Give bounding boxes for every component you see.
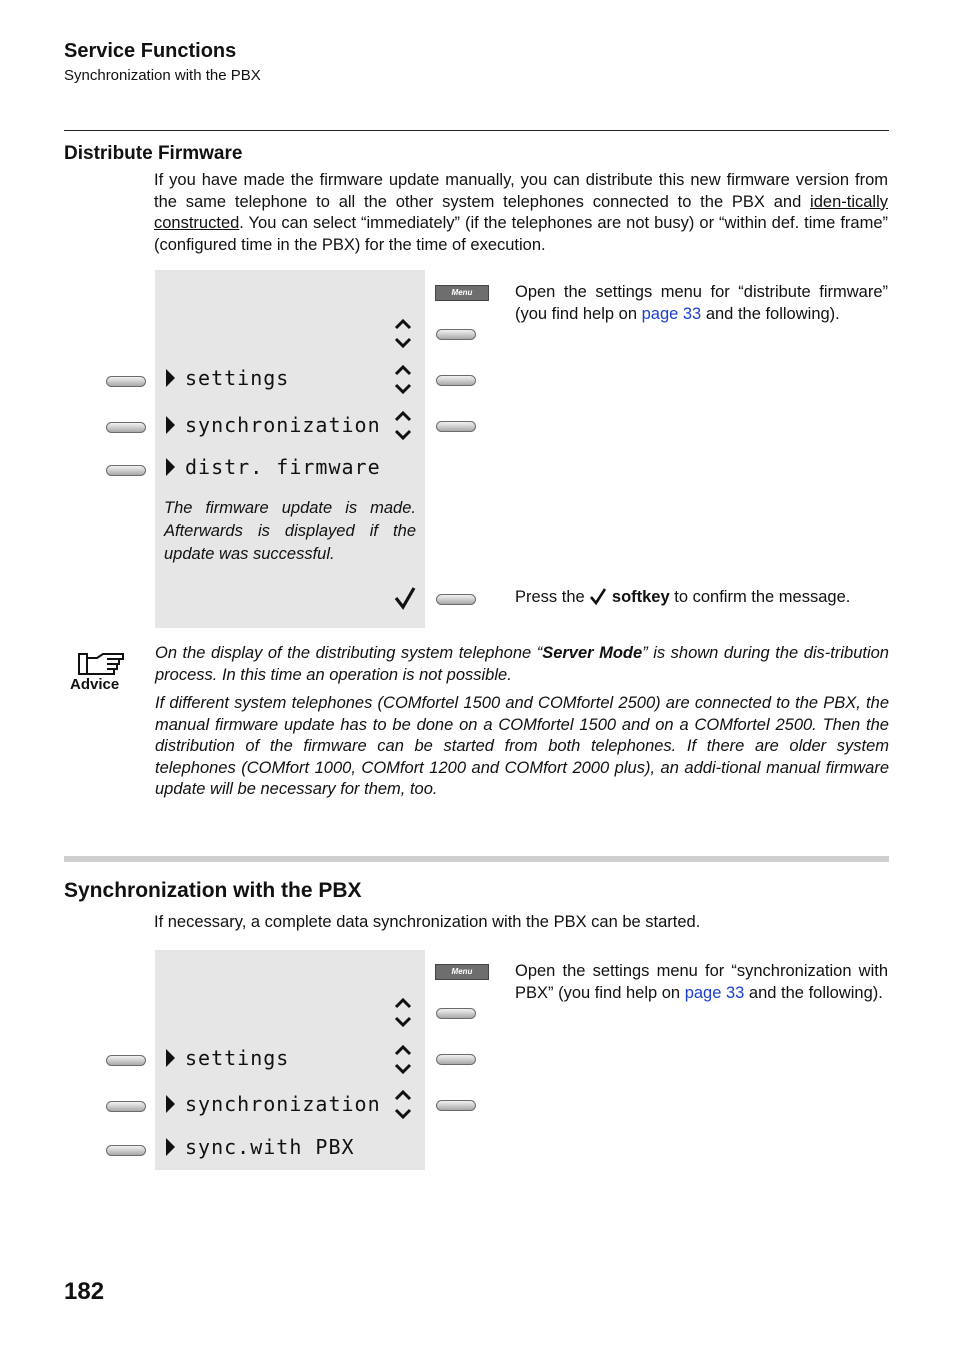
left-softkey[interactable] [106,465,146,476]
step-open-distribute-menu [515,282,888,325]
right-softkey[interactable] [436,421,476,432]
scroll-arrows-icon [392,995,414,1031]
step-confirm [515,587,888,609]
advice-p1-b: ” is shown during the dis-tribution process. In this time an operation is not possible. [155,644,889,684]
page-number: 182 [64,1278,105,1305]
menu-line-text: distr. firmware [185,455,381,479]
confirm-text-a: Press the [515,588,590,606]
left-softkey[interactable] [106,422,146,433]
confirm-softkey-label: softkey [611,588,670,606]
step1-text-a: Open the settings menu for “synchronization with PBX” (you find help on [515,962,888,1002]
menu-line-text: synchronization [185,1092,381,1116]
section-heading-distribute-firmware: Distribute Firmware [64,143,243,164]
advice-p1-a: On the display of the distributing system telephone “ [155,644,543,662]
cursor-arrow-icon [166,369,175,387]
right-softkey[interactable] [436,1054,476,1065]
cursor-arrow-icon [166,1049,175,1067]
confirm-text-b: to confirm the message. [669,588,851,606]
panel-note: The firmware update is made. Afterwards is displayed if the update was successful. [164,499,416,563]
menu-line-text: settings [185,366,290,390]
advice-server-mode: Server Mode [542,644,643,662]
menu-line-sync-with-pbx [166,1133,355,1161]
right-softkey[interactable] [436,375,476,386]
menu-line-text: synchronization [185,413,381,437]
cursor-arrow-icon [166,1138,175,1156]
header-rule [64,130,889,131]
step1-text-b: and the following). [701,304,840,323]
menu-key[interactable]: Menu [435,964,489,980]
left-softkey[interactable] [106,1145,146,1156]
cursor-arrow-icon [166,458,175,476]
intro-underlined: iden-tically constructed [154,192,888,232]
step-open-sync-menu [515,961,888,1004]
left-softkey[interactable] [106,376,146,387]
running-header-subtitle: Synchronization with the PBX [64,67,261,84]
menu-line-synchronization [166,1090,381,1118]
section1-intro [154,170,888,256]
advice-label: Advice [70,676,120,693]
advice-paragraph-1 [155,643,889,686]
right-softkey[interactable] [436,1100,476,1111]
scroll-arrows-icon [392,362,414,398]
page-link[interactable]: page 33 [684,983,745,1002]
scroll-arrows-icon [392,316,414,352]
scroll-arrows-icon [392,1042,414,1078]
checkmark-icon [393,585,417,611]
confirm-softkey[interactable] [436,594,476,605]
menu-line-settings [166,1044,289,1072]
intro-text-b: . You can select “immediately” (if the telephones are not busy) or “within def. time frame” (configured time in the PBX) for the time of execution. [154,214,888,254]
menu-line-settings [166,364,289,392]
scroll-arrows-icon [392,408,414,444]
running-header-title: Service Functions [64,40,237,62]
menu-line-text: settings [185,1046,290,1070]
cursor-arrow-icon [166,1095,175,1113]
menu-line-text: sync.with PBX [185,1135,355,1159]
section-heading-synchronization: Synchronization with the PBX [64,879,362,902]
cursor-arrow-icon [166,416,175,434]
left-softkey[interactable] [106,1101,146,1112]
section-separator [64,856,889,862]
checkmark-icon [589,587,607,606]
display-panel-1 [155,270,425,628]
page-link[interactable]: page 33 [641,304,702,323]
scroll-arrows-icon [392,1087,414,1123]
pointing-hand-icon [76,649,128,679]
right-softkey[interactable] [436,329,476,340]
advice-paragraph-2: If different system telephones (COMfortel 1500 and COMfortel 2500) are connected to the PBX, the manual firmware update has to be done on a COMfortel 1500 and on a COMfortel 2500. Then the distribution of the firmware can be started from both telephones. If there are older system telephones (COMfort 1000, COMfort 1200 and COMfort 2000 plus), an addi-tional manual firmware update will be necessary for them, too. [155,694,889,798]
section2-intro: If necessary, a complete data synchronization with the PBX can be started. [154,913,701,931]
left-softkey[interactable] [106,1055,146,1066]
right-softkey[interactable] [436,1008,476,1019]
menu-line-distr-firmware [166,453,381,481]
menu-key[interactable]: Menu [435,285,489,301]
intro-text-a: If you have made the firmware update manually, you can distribute this new firmware version from the same telephone to all the other system telephones connected to the PBX and [154,171,888,211]
menu-line-synchronization [166,411,381,439]
step1-text-b: and the following). [744,983,883,1002]
step1-text-a: Open the settings menu for “distribute firmware” (you find help on [515,283,888,323]
